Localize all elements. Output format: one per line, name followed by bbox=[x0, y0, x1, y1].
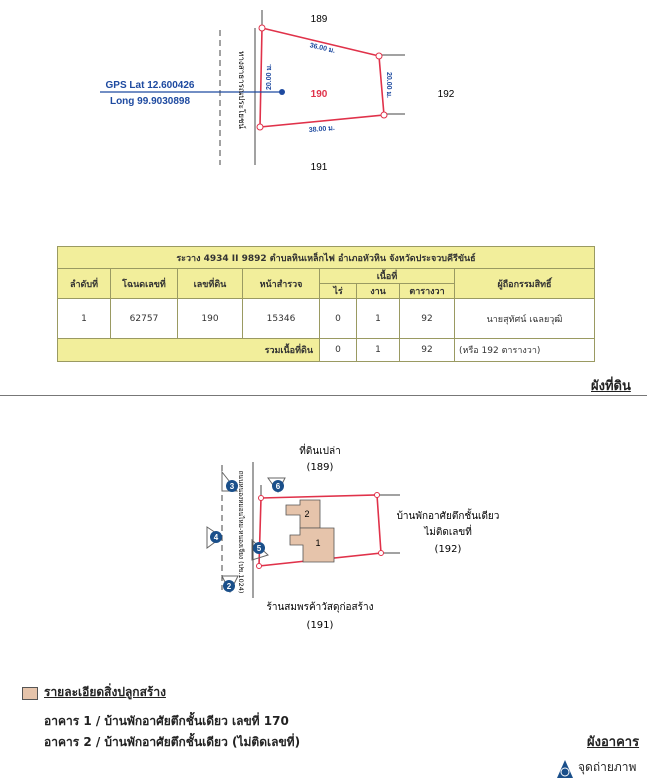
header-rai: ไร่ bbox=[320, 284, 357, 299]
dim-right: 20.00 ม. bbox=[385, 71, 392, 99]
marker-label: 5 bbox=[256, 544, 262, 553]
corner-marker bbox=[379, 551, 384, 556]
parcel-number: 190 bbox=[310, 89, 328, 100]
legend-line-1: อาคาร 1 / บ้านพักอาศัยตึกชั้นเดียว เลขที่ 170 bbox=[44, 714, 289, 728]
header-ngan: งาน bbox=[357, 284, 400, 299]
legend-line-2: อาคาร 2 / บ้านพักอาศัยตึกชั้นเดียว (ไม่ติดเลขที่) bbox=[44, 735, 301, 749]
cell-owner: นายสุทัศน์ เฉลยวุฒิ bbox=[455, 299, 595, 339]
dim-bottom: 38.00 ม. bbox=[308, 124, 336, 135]
total-rai: 0 bbox=[320, 339, 357, 362]
cell-order: 1 bbox=[58, 299, 111, 339]
dim-left: 20.00 ม. bbox=[266, 63, 273, 91]
dim-top: 36.00 ม. bbox=[308, 42, 336, 55]
east-label-2: ไม่ติดเลขที่ bbox=[424, 527, 472, 538]
cell-survey: 15346 bbox=[243, 299, 320, 339]
south-number: (191) bbox=[306, 620, 334, 631]
legend-title: รายละเอียดสิ่งปลูกสร้าง bbox=[44, 685, 166, 699]
cell-ngan: 1 bbox=[357, 299, 400, 339]
photo-point-legend: จุดถ่ายภาพ bbox=[578, 760, 637, 774]
photo-marker-4 bbox=[207, 527, 222, 548]
marker-label: 6 bbox=[275, 482, 281, 491]
marker-label: 2 bbox=[226, 582, 232, 591]
header-wa: ตารางวา bbox=[400, 284, 455, 299]
header-land-no: เลขที่ดิน bbox=[178, 269, 243, 299]
east-label-1: บ้านพักอาศัยตึกชั้นเดียว bbox=[396, 511, 500, 522]
north-parcel: 189 bbox=[310, 14, 328, 25]
header-owner: ผู้ถือกรรมสิทธิ์ bbox=[455, 269, 595, 299]
cell-wa: 92 bbox=[400, 299, 455, 339]
gps-long: Long 99.9030898 bbox=[109, 96, 191, 107]
south-parcel: 191 bbox=[310, 162, 328, 173]
south-label: ร้านสมพรค้าวัสดุก่อสร้าง bbox=[266, 602, 374, 613]
gps-lat: GPS Lat 12.600426 bbox=[105, 80, 195, 91]
building-legend-swatch bbox=[22, 687, 38, 700]
road-name: ถนนหนองหมอนไหม-หนองเจียง (ปข.1024) bbox=[237, 470, 245, 594]
road-name: ทางสาธารณประโยชน์ bbox=[237, 51, 246, 129]
header-survey: หน้าสำรวจ bbox=[243, 269, 320, 299]
east-parcel: 192 bbox=[437, 89, 455, 100]
cell-land-no: 190 bbox=[178, 299, 243, 339]
header-order: ลำดับที่ bbox=[58, 269, 111, 299]
total-label: รวมเนื้อที่ดิน bbox=[58, 339, 320, 362]
header-deed: โฉนดเลขที่ bbox=[111, 269, 178, 299]
section-land-label: ผังที่ดิน bbox=[591, 379, 631, 394]
total-ngan: 1 bbox=[357, 339, 400, 362]
corner-marker bbox=[375, 493, 380, 498]
east-number: (192) bbox=[434, 544, 462, 555]
total-note: (หรือ 192 ตารางวา) bbox=[455, 339, 595, 362]
cell-rai: 0 bbox=[320, 299, 357, 339]
cell-deed: 62757 bbox=[111, 299, 178, 339]
table-title: ระวาง 4934 II 9892 ตำบลหินเหล็กไฟ อำเภอหัวหิน จังหวัดประจวบคีรีขันธ์ bbox=[58, 247, 595, 269]
building-2-label: 2 bbox=[304, 509, 310, 519]
north-label: ที่ดินเปล่า bbox=[299, 446, 341, 457]
marker-label: 4 bbox=[213, 533, 219, 542]
section-building-label: ผังอาคาร bbox=[587, 735, 640, 750]
photo-marker-2 bbox=[222, 576, 238, 592]
total-wa: 92 bbox=[400, 339, 455, 362]
corner-marker bbox=[257, 564, 262, 569]
corner-marker bbox=[259, 496, 264, 501]
photo-marker-6 bbox=[268, 478, 285, 492]
marker-label: 3 bbox=[229, 482, 235, 491]
north-number: (189) bbox=[306, 462, 334, 473]
building-2 bbox=[286, 500, 320, 528]
photo-marker-3 bbox=[222, 472, 238, 492]
building-1 bbox=[290, 528, 334, 562]
photo-marker-5 bbox=[252, 540, 268, 560]
building-1-label: 1 bbox=[315, 538, 321, 548]
header-area: เนื้อที่ bbox=[320, 269, 455, 284]
